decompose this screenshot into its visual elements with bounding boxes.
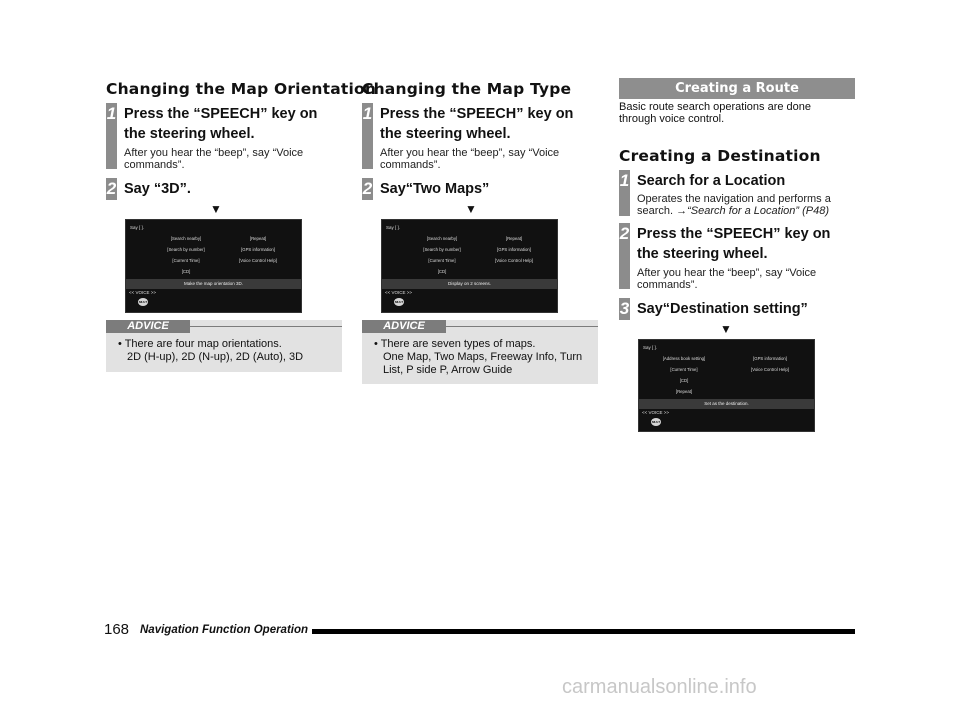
step-heading-line2: the steering wheel.	[380, 126, 511, 142]
voice-option: [Repeat]	[505, 236, 523, 241]
advice-divider	[190, 326, 342, 327]
watermark: carmanualsonline.info	[562, 676, 757, 698]
step-body-line1: After you hear the “beep”, say “Voice	[380, 147, 560, 159]
voice-option: [Current Time]	[172, 258, 200, 263]
voice-label: << VOICE >>	[385, 290, 413, 295]
voice-option: [GPS information]	[753, 356, 787, 361]
voice-option: [CD]	[181, 269, 191, 274]
step-number: 3	[619, 299, 630, 318]
voice-status-text: Display on 2 screens.	[447, 281, 492, 286]
step-heading-line2: the steering wheel.	[637, 246, 768, 262]
voice-option: [Current Time]	[670, 367, 698, 372]
voice-option: [Search by number]	[167, 247, 205, 252]
step-2-say-3d	[106, 178, 346, 202]
step-body-line2: commands”.	[637, 279, 698, 291]
step-heading-line1: Press the “SPEECH” key on	[124, 106, 318, 122]
voice-option: [Voice Control Help]	[239, 258, 277, 263]
voice-option: [Current Time]	[428, 258, 456, 263]
down-arrow-icon: ▼	[210, 202, 222, 216]
page-reference-link[interactable]: “Search for a Location” (P48)	[687, 205, 829, 217]
mult-button-icon: MULT	[138, 300, 148, 304]
step-1-search-location	[619, 170, 859, 218]
advice-line1: • There are four map orientations.	[118, 338, 282, 350]
advice-tag: ADVICE	[362, 320, 446, 333]
page-number: 168	[104, 621, 130, 638]
step-2-press-speech	[619, 223, 859, 293]
step-2-say-two-maps	[362, 178, 602, 202]
step-heading-line1: Press the “SPEECH” key on	[380, 106, 574, 122]
advice-tag: ADVICE	[106, 320, 190, 333]
voice-status-text: Set as the destination.	[704, 401, 749, 406]
advice-box-map-types	[362, 320, 598, 384]
advice-line3: List, P side P, Arrow Guide	[383, 364, 513, 376]
section-title-map-type: Changing the Map Type	[362, 80, 572, 98]
footer-rule	[312, 629, 855, 634]
step-number: 1	[362, 103, 373, 169]
step-1-press-speech	[106, 103, 346, 173]
advice-box-orientations	[106, 320, 342, 372]
advice-line1: • There are seven types of maps.	[374, 338, 536, 350]
voice-status-bar	[382, 279, 557, 289]
voice-option: [Voice Control Help]	[751, 367, 789, 372]
voice-option: [Voice Control Help]	[495, 258, 533, 263]
voice-option: [Search nearby]	[170, 236, 202, 241]
step-heading: Say “3D”.	[124, 181, 191, 197]
voice-status-bar	[126, 279, 301, 289]
step-number: 2	[619, 223, 630, 289]
section-title-map-orientation: Changing the Map Orientation	[106, 80, 377, 98]
step-number: 2	[362, 179, 373, 198]
down-arrow-icon: ▼	[465, 202, 477, 216]
step-3-say-destination	[619, 298, 859, 322]
voice-label: << VOICE >>	[129, 290, 157, 295]
step-body-line1: After you hear the “beep”, say “Voice	[124, 147, 304, 159]
step-body-line1: After you hear the “beep”, say “Voice	[637, 267, 817, 279]
voice-label: << VOICE >>	[642, 410, 670, 415]
voice-status-bar	[639, 399, 814, 409]
step-heading: Search for a Location	[637, 173, 786, 189]
step-heading: Say“Two Maps”	[380, 181, 490, 197]
voice-screen-3d	[125, 219, 302, 313]
advice-line2: One Map, Two Maps, Freeway Info, Turn	[383, 351, 583, 363]
voice-screen-destination	[638, 339, 815, 432]
step-body-line2: commands”.	[380, 159, 441, 171]
voice-screen-two-maps	[381, 219, 558, 313]
voice-option: [CD]	[679, 378, 689, 383]
step-body-prefix: search. →	[637, 205, 688, 217]
step-number: 2	[106, 179, 117, 198]
voice-option: [Search by number]	[423, 247, 461, 252]
mult-button-icon: MULT	[394, 300, 404, 304]
down-arrow-icon: ▼	[720, 322, 732, 336]
step-number: 1	[106, 103, 117, 169]
step-heading-line2: the steering wheel.	[124, 126, 255, 142]
voice-option: [Search nearby]	[426, 236, 458, 241]
voice-option: [Repeat]	[249, 236, 267, 241]
advice-line2: 2D (H-up), 2D (N-up), 2D (Auto), 3D	[127, 351, 304, 363]
say-prompt: Say [ ].	[386, 225, 401, 230]
intro-line2: through voice control.	[619, 113, 725, 125]
step-heading: Say“Destination setting”	[637, 301, 808, 317]
step-number: 1	[619, 170, 630, 216]
say-prompt: Say [ ].	[130, 225, 145, 230]
section-title-destination: Creating a Destination	[619, 147, 821, 165]
voice-status-text: Make the map orientation 3D.	[183, 281, 244, 286]
footer-chapter-label: Navigation Function Operation	[140, 624, 309, 636]
step-body-line2: commands”.	[124, 159, 185, 171]
voice-option: [Address book setting]	[662, 356, 706, 361]
say-prompt: Say [ ].	[643, 345, 658, 350]
mult-button-icon: MULT	[651, 420, 661, 424]
voice-option: [GPS information]	[497, 247, 531, 252]
intro-line1: Basic route search operations are done	[619, 101, 812, 113]
step-body-line1: Operates the navigation and performs a	[637, 193, 831, 205]
step-heading-line1: Press the “SPEECH” key on	[637, 226, 831, 242]
step-body-line2	[637, 205, 829, 218]
advice-divider	[446, 326, 598, 327]
voice-option: [GPS information]	[241, 247, 275, 252]
step-1-press-speech	[362, 103, 602, 173]
voice-option: [CD]	[437, 269, 447, 274]
voice-option: [Repeat]	[675, 389, 693, 394]
section-banner: Creating a Route	[619, 78, 855, 99]
